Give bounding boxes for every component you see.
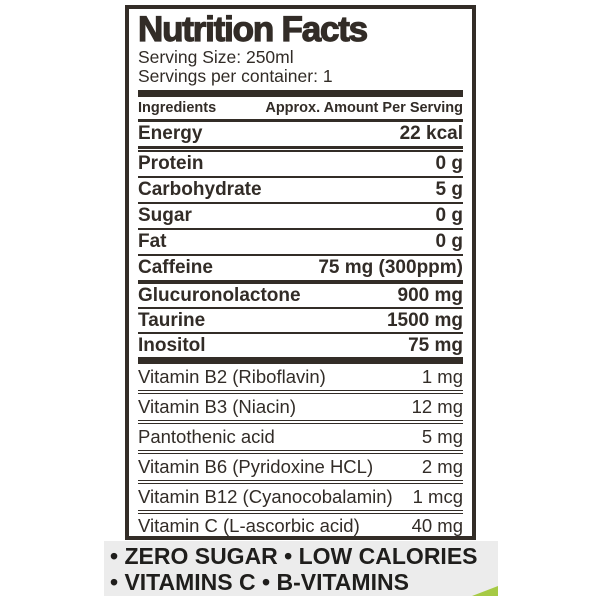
table-row	[138, 334, 463, 357]
row-value: 75 mg (300ppm)	[318, 257, 463, 278]
row-value: 900 mg	[397, 284, 463, 306]
table-row	[138, 152, 463, 176]
row-label: Caffeine	[138, 257, 213, 278]
row-value: 22 kcal	[399, 123, 463, 144]
servings-per-container: Servings per container: 1	[138, 66, 333, 86]
row-label: Protein	[138, 153, 204, 174]
row-label: Pantothenic acid	[138, 426, 275, 447]
label-title: Nutrition Facts	[138, 10, 367, 49]
column-header-amount: Approx. Amount Per Serving	[265, 100, 463, 116]
row-value: 75 mg	[408, 334, 463, 356]
table-row	[138, 364, 463, 390]
serving-size: Serving Size: 250ml	[138, 47, 294, 67]
row-label: Fat	[138, 231, 167, 252]
row-label: Vitamin B3 (Niacin)	[138, 396, 296, 417]
row-value: 12 mg	[411, 396, 463, 417]
divider	[138, 90, 463, 97]
table-header	[138, 97, 463, 119]
table-row	[138, 394, 463, 420]
divider	[138, 357, 463, 364]
row-label: Vitamin C (L-ascorbic acid)	[138, 515, 360, 536]
row-value: 1500 mg	[386, 309, 463, 331]
table-row	[138, 122, 463, 146]
table-row	[138, 178, 463, 202]
serving-info	[138, 48, 463, 86]
table-row	[138, 284, 463, 307]
row-label: Energy	[138, 123, 203, 144]
table-row	[138, 309, 463, 332]
table-row	[138, 424, 463, 450]
table-row	[138, 230, 463, 254]
table-row	[138, 204, 463, 228]
column-header-ingredients: Ingredients	[138, 100, 217, 116]
row-value: 1 mcg	[412, 486, 463, 507]
row-label: Vitamin B12 (Cyanocobalamin)	[138, 486, 393, 507]
row-value: 1 mg	[421, 366, 463, 387]
table-row	[138, 256, 463, 280]
row-value: 0 g	[435, 153, 463, 174]
table-row	[138, 514, 463, 538]
row-value: 0 g	[435, 231, 463, 252]
row-label: Vitamin B2 (Riboflavin)	[138, 366, 326, 387]
claims-strip	[104, 541, 498, 596]
row-value: 5 g	[435, 179, 463, 200]
row-label: Inositol	[138, 334, 206, 356]
claims-line-1: • ZERO SUGAR • LOW CALORIES	[110, 543, 478, 569]
row-label: Carbohydrate	[138, 179, 262, 200]
claims-line-2: • VITAMINS C • B-VITAMINS	[110, 569, 409, 595]
row-value: 2 mg	[421, 456, 463, 477]
row-value: 5 mg	[421, 426, 463, 447]
row-value: 0 g	[435, 205, 463, 226]
table-row	[138, 454, 463, 480]
row-value: 40 mg	[411, 515, 463, 536]
row-label: Vitamin B6 (Pyridoxine HCL)	[138, 456, 374, 477]
row-label: Taurine	[138, 309, 206, 331]
row-label: Glucuronolactone	[138, 284, 301, 306]
nutrition-label	[125, 5, 476, 540]
row-label: Sugar	[138, 205, 192, 226]
table-row	[138, 484, 463, 510]
